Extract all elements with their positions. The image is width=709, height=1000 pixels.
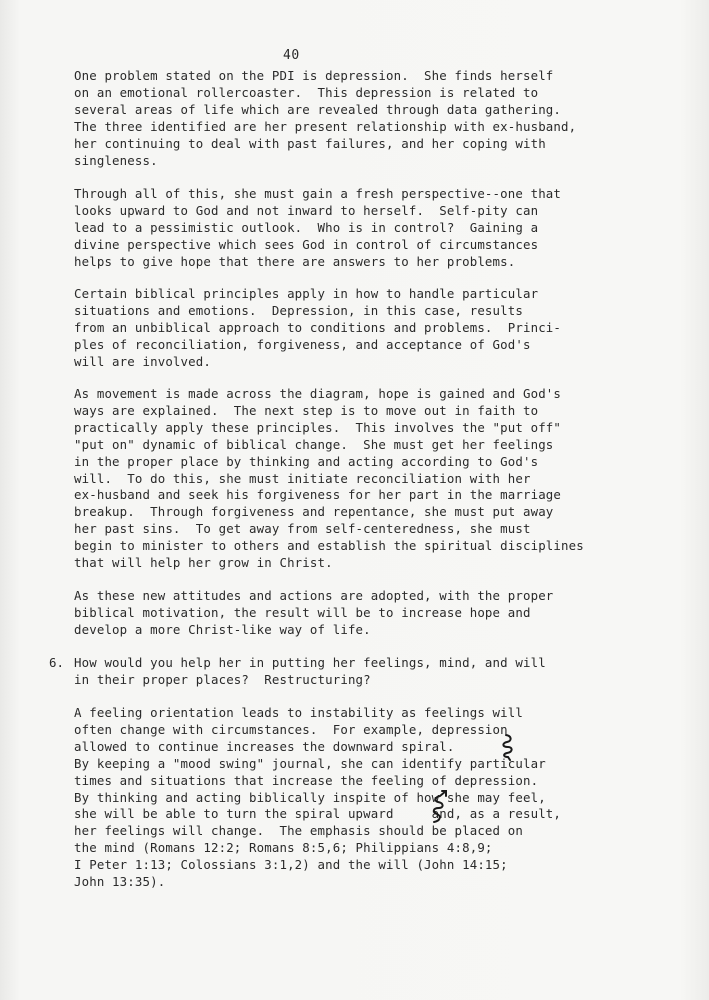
- paragraph-perspective: Through all of this, she must gain a fresh perspective--one that looks upward to God and not inward to herself. Self-pity can lead to a pessimistic outlook. Who is in control? Gaining a divine perspective which sees God in control of circumstances helps to give hope that there are answers to her problems.: [74, 186, 562, 269]
- page-number: 40: [283, 48, 300, 63]
- downward-spiral-icon: [500, 733, 518, 761]
- upward-spiral-icon: [430, 788, 454, 824]
- paragraph-principles: Certain biblical principles apply in how to handle particular situations and emotions. Depression, in this case, results from an unbiblical approach to conditions and problems. Princi- ples of reconciliation, forgiveness, and acceptance of God's will are involved.: [74, 286, 562, 369]
- paragraph-depression: One problem stated on the PDI is depression. She finds herself on an emotional rollercoaster. This depression is related to several areas of life which are revealed through data gathering. The three identified are her present relationship with ex-husband, her continuing to deal with past failures, and her coping with singleness.: [74, 68, 577, 168]
- answer-text: A feeling orientation leads to instability as feelings will often change with circumstances. For example, depression allowed to continue increases the downward spiral. By keeping a "mood swing" journal, she can identify particular times and situations that increase the feeling of depression. By thinking and acting biblically inspite of how she may feel, she will be able to turn the spiral upward and, as a result, her feelings will change. The emphasis should be placed on the mind (Romans 12:2; Romans 8:5,6; Philippians 4:8,9; I Peter 1:13; Colossians 3:1,2) and the will (John 14:15; John 13:35).: [74, 705, 562, 890]
- question-text: How would you help her in putting her feelings, mind, and will in their proper places? Restructuring?: [74, 655, 546, 687]
- paragraph-movement: As movement is made across the diagram, hope is gained and God's ways are explained. The next step is to move out in faith to practically apply these principles. This involves the "put off" "put on" dynamic of biblical change. She must get her feelings in the proper place by thinking and acting according to God's will. To do this, she must initiate reconciliation with her ex-husband and seek his forgiveness for her part in the marriage breakup. Through forgiveness and repentance, she must put away her past sins. To get away from self-centeredness, she must begin to minister to others and establish the spiritual disciplines that will help her grow in Christ.: [74, 386, 584, 571]
- question-number: 6.: [49, 655, 64, 670]
- paragraph-result: As these new attitudes and actions are adopted, with the proper biblical motivation, the result will be to increase hope and develop a more Christ-like way of life.: [74, 588, 554, 637]
